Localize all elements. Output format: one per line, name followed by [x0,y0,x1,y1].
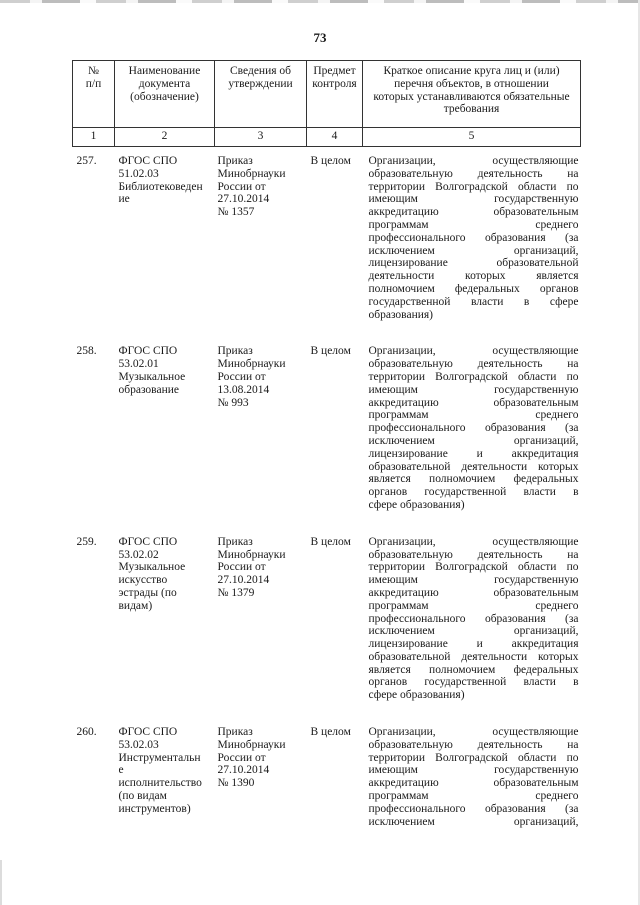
text-line: Приказ [217,345,253,358]
description [363,147,581,338]
text-line: органов государственной власти в [368,486,579,499]
text-line: образовательную деятельность на [368,167,579,180]
document-name [115,528,215,718]
header-control-subject [307,61,363,128]
text-line: Минобрнауки [217,738,286,751]
text-line: образовательную деятельность на [368,548,579,561]
text-line: России от [217,561,266,574]
text-line: образовательной деятельности которых [368,650,579,663]
text-line: аккредитацию образовательным [368,777,579,790]
row-number: 258. [76,345,97,358]
text-line: искусство [118,574,168,587]
column-number: 3 [215,128,307,147]
approval-info [215,718,307,844]
text-line: имеющим государственную [368,574,579,587]
text-line: профессионального образования (за [368,802,579,815]
text-line: утверждении [228,77,293,90]
scan-edge-top [0,0,640,3]
text-line: аккредитацию образовательным [368,206,579,219]
row-number: 260. [76,726,97,739]
header-document-name [115,61,215,128]
header-description [363,61,581,128]
page-number: 73 [313,30,327,45]
text-line: исключением организаций, [368,815,579,828]
document-name [115,718,215,844]
text-line: № 993 [217,396,249,409]
text-line: государственной власти в сфере [368,295,579,308]
text-line: профессионального образования (за [368,422,579,435]
row-number: 259. [76,535,97,548]
text-line: территории Волгоградской области по [368,370,579,383]
document-name [115,147,215,338]
text-line: сфере образования) [368,689,465,702]
text-line: 27.10.2014 [217,764,270,777]
text-line: исключением организаций, [368,625,579,638]
text-line: программам среднего [368,218,579,231]
text-line: имеющим государственную [368,383,579,396]
text-line: профессионального образования (за [368,612,579,625]
text-line: лицензирование и аккредитация [368,447,579,460]
text-line: исключением организаций, [368,434,579,447]
text-line: которых устанавливаются обязательные [373,90,570,103]
approval-info [215,147,307,338]
text-line: Приказ [217,155,253,167]
text-line: п/п [85,77,102,90]
text-line: профессионального образования (за [368,231,579,244]
text-line: Краткое описание круга лиц и (или) [383,65,560,77]
text-line: (по видам [118,790,167,803]
text-line: имеющим государственную [368,193,579,206]
approval-info [215,337,307,527]
description [363,337,581,527]
text-line: (обозначение) [130,90,199,103]
text-line: исключением организаций, [368,244,579,257]
control-subject: В целом [310,535,351,548]
text-line: программам среднего [368,790,579,803]
document-name [115,337,215,527]
text-line: Минобрнауки [217,548,286,561]
text-line: России от [217,370,266,383]
text-line: 53.02.01 [118,358,159,371]
table-row [73,718,581,844]
text-line: сфере образования) [368,498,465,511]
table-row [73,337,581,527]
column-number: 1 [73,128,115,147]
header-number [73,61,115,128]
text-line: инструментов) [118,802,191,815]
text-line: ФГОС СПО [118,535,178,548]
text-line: Приказ [217,726,253,739]
text-line: лицензирование образовательной [368,257,579,270]
column-numbers-row [73,128,581,147]
table-header-row [73,61,581,128]
approval-info [215,528,307,718]
text-line: требования [443,103,500,116]
text-line: территории Волгоградской области по [368,561,579,574]
text-line: образовательную деятельность на [368,738,579,751]
text-line: перечня объектов, в отношении [394,77,549,90]
table-row [73,528,581,718]
text-line: Организации, осуществляющие [368,345,579,358]
text-line: является полномочием федеральных [368,473,579,486]
text-line: Сведения об [229,65,291,77]
control-subject: В целом [310,726,351,739]
text-line: имеющим государственную [368,764,579,777]
text-line: Минобрнауки [217,358,286,371]
text-line: е [118,764,124,777]
description [363,528,581,718]
text-line: Минобрнауки [217,167,286,180]
text-line: программам среднего [368,409,579,422]
text-line: исполнительство [118,777,202,790]
control-subject: В целом [310,345,351,358]
requirements-table [72,60,581,844]
scan-edge-left [0,860,2,905]
text-line: № 1390 [217,777,255,790]
header-approval [215,61,307,128]
text-line: лицензирование и аккредитация [368,638,579,651]
text-line: № [88,65,99,77]
text-line: аккредитацию образовательным [368,586,579,599]
text-line: программам среднего [368,599,579,612]
text-line: территории Волгоградской области по [368,180,579,193]
text-line: эстрады (по [118,586,177,599]
text-line: является полномочием федеральных [368,663,579,676]
text-line: ФГОС СПО [118,726,178,739]
text-line: образовательную деятельность на [368,358,579,371]
text-line: Наименование [128,65,201,77]
table-row [73,147,581,338]
text-line: ие [118,193,130,206]
text-line: Организации, осуществляющие [368,155,579,167]
text-line: Музыкальное [118,370,186,383]
text-line: ФГОС СПО [118,345,178,358]
text-line: полномочием федеральных органов [368,282,579,295]
text-line: территории Волгоградской области по [368,751,579,764]
text-line: контроля [312,77,357,90]
text-line: России от [217,180,266,193]
text-line: документа [138,77,191,90]
text-line: 27.10.2014 [217,574,270,587]
text-line: образовательной деятельности которых [368,460,579,473]
text-line: Приказ [217,535,253,548]
text-line: России от [217,751,266,764]
text-line: 53.02.02 [118,548,159,561]
text-line: аккредитацию образовательным [368,396,579,409]
text-line: 51.02.03 [118,167,159,180]
description [363,718,581,844]
text-line: Музыкальное [118,561,186,574]
control-subject: В целом [310,155,351,167]
text-line: Организации, осуществляющие [368,535,579,548]
text-line: № 1357 [217,206,255,219]
text-line: видам) [118,599,153,612]
text-line: ФГОС СПО [118,155,178,167]
column-number: 5 [363,128,581,147]
column-number: 4 [307,128,363,147]
text-line: деятельности которых является [368,270,579,283]
text-line: образование [118,383,179,396]
text-line: Организации, осуществляющие [368,726,579,739]
text-line: образования) [368,308,433,321]
text-line: Библиотековеден [118,180,203,193]
column-number: 2 [115,128,215,147]
text-line: 53.02.03 [118,738,159,751]
text-line: органов государственной власти в [368,676,579,689]
text-line: № 1379 [217,586,255,599]
text-line: Инструментальн [118,751,201,764]
text-line: 13.08.2014 [217,383,270,396]
row-number: 257. [76,155,97,167]
text-line: 27.10.2014 [217,193,270,206]
text-line: Предмет [313,65,356,77]
